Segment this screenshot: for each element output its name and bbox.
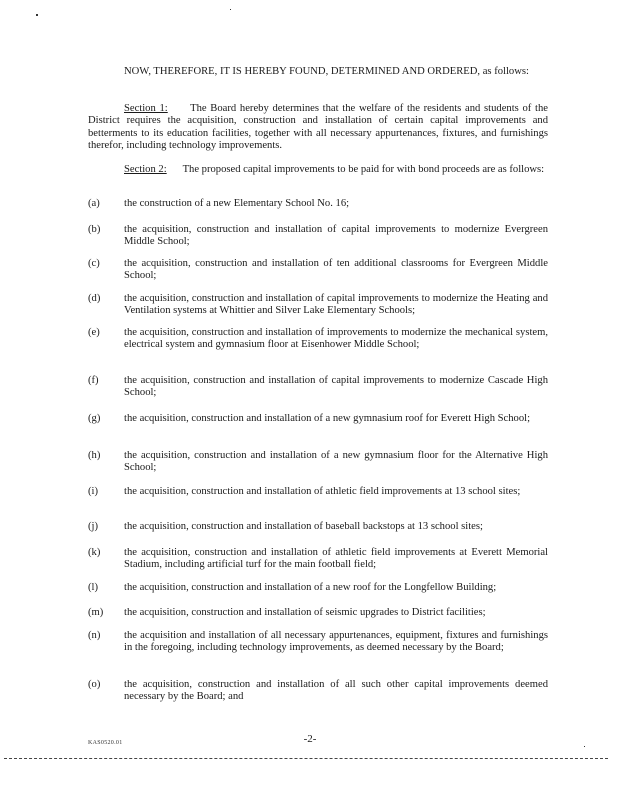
list-item-letter: (l)	[88, 582, 98, 593]
section-1-paragraph	[88, 103, 548, 153]
page-number: -2-	[303, 733, 317, 745]
section-1-label: Section 1:	[124, 103, 168, 114]
list-item-letter: (f)	[88, 375, 99, 386]
list-item-text: the acquisition, construction and installation of a new gymnasium roof for Everett High School;	[124, 413, 531, 424]
list-item-text: the acquisition, construction and installation of athletic field improvements at 13 school sites;	[124, 486, 521, 497]
footer-rule	[4, 758, 608, 759]
list-item-letter: (e)	[88, 327, 100, 338]
list-item-letter: (j)	[88, 521, 98, 532]
scan-speck	[584, 746, 585, 747]
list-item-text: the acquisition, construction and installation of baseball backstops at 13 school sites;	[124, 521, 483, 532]
scan-speck	[230, 9, 231, 10]
list-item-letter: (b)	[88, 224, 101, 235]
scan-speck	[36, 14, 38, 16]
list-item-text: the construction of a new Elementary School No. 16;	[124, 198, 350, 209]
list-item-letter: (m)	[88, 607, 104, 618]
section-1-text: The Board hereby determines that the welfare of the residents and students of the District requires the acquisition, construction and installation of certain capital improvements and betterments to its education facilities, together with all necessary appurtenances, fixtures, and furnishings therefor, including technology improvements.	[88, 103, 548, 152]
list-item-text: the acquisition, construction and installation of seismic upgrades to District facilities;	[124, 607, 486, 618]
list-item-text: the acquisition, construction and installation of athletic field improvements at Everett Memorial Stadium, including artificial turf for the main football field;	[124, 547, 548, 571]
section-2-label: Section 2:	[124, 164, 167, 175]
list-item-letter: (c)	[88, 258, 100, 269]
list-item-text: the acquisition, construction and installation of capital improvements to modernize Evergreen Middle School;	[124, 224, 548, 248]
list-item-letter: (o)	[88, 679, 101, 690]
list-item-text: the acquisition, construction and installation of a new roof for the Longfellow Building;	[124, 582, 497, 593]
list-item-text: the acquisition and installation of all necessary appurtenances, equipment, fixtures and furnishings in the foregoing, including technology improvements, as deemed necessary by the Board;	[124, 630, 548, 654]
list-item-text: the acquisition, construction and installation of improvements to modernize the mechanical system, electrical system and gymnasium floor at Eisenhower Middle School;	[124, 327, 548, 351]
list-item-letter: (a)	[88, 198, 100, 209]
list-item-text: the acquisition, construction and installation of a new gymnasium floor for the Alternative High School;	[124, 450, 548, 474]
list-item-letter: (g)	[88, 413, 101, 424]
intro-paragraph: NOW, THEREFORE, IT IS HEREBY FOUND, DETERMINED AND ORDERED, as follows:	[124, 66, 529, 77]
list-item-letter: (n)	[88, 630, 101, 641]
list-item-text: the acquisition, construction and installation of capital improvements to modernize Cascade High School;	[124, 375, 548, 399]
list-item-text: the acquisition, construction and installation of ten additional classrooms for Evergreen Middle School;	[124, 258, 548, 282]
section-2-paragraph	[88, 164, 548, 176]
list-item-text: the acquisition, construction and installation of all such other capital improvements deemed necessary by the Board; and	[124, 679, 548, 703]
list-item-letter: (k)	[88, 547, 101, 558]
list-item-letter: (h)	[88, 450, 101, 461]
list-item-letter: (d)	[88, 293, 101, 304]
list-item-text: the acquisition, construction and installation of capital improvements to modernize the Heating and Ventilation systems at Whittier and Silver Lake Elementary Schools;	[124, 293, 548, 317]
section-2-text: The proposed capital improvements to be paid for with bond proceeds are as follows:	[182, 164, 545, 175]
document-code: KAS0520.01	[88, 740, 123, 746]
list-item-letter: (i)	[88, 486, 98, 497]
